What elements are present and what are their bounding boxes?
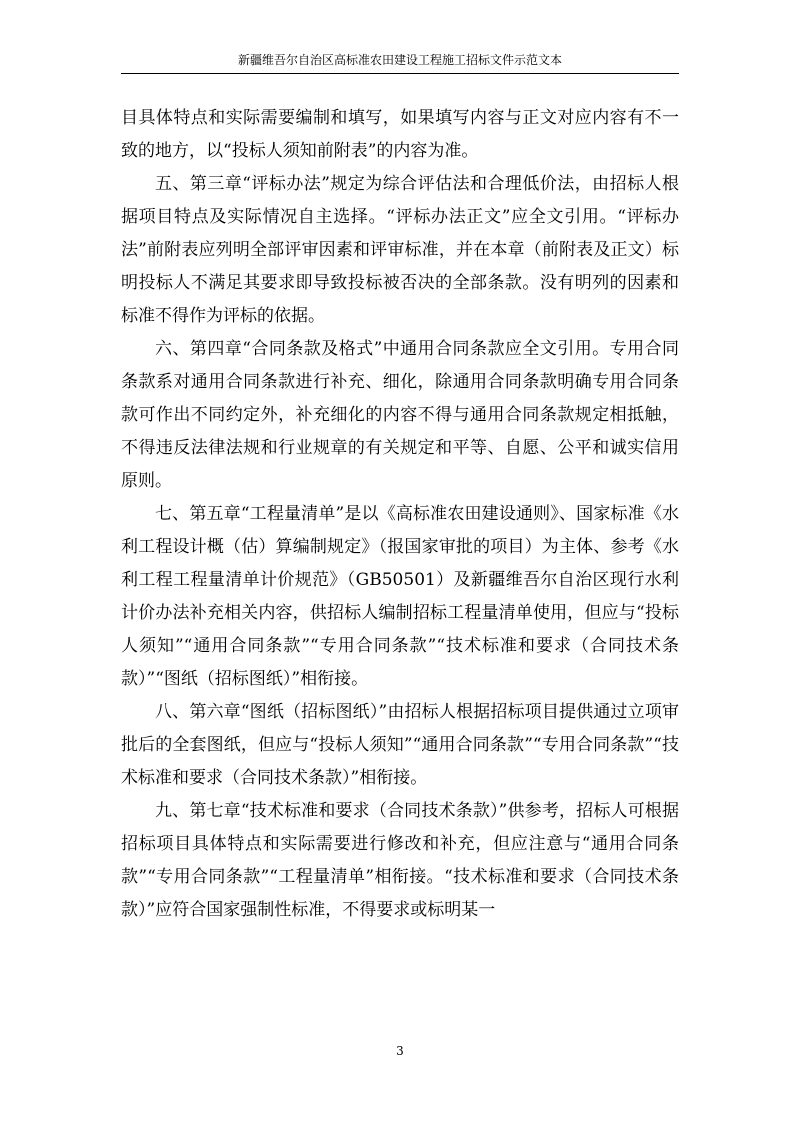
paragraph-chapter-3: 五、第三章“评标办法”规定为综合评估法和合理低价法，由招标人根据项目特点及实际情况自主选择。“评标办法正文”应全文引用。“评标办法”前附表应列明全部评审因素和评审标准，并在本章（前附表及正文）标明投标人不满足其要求即导致投标被否决的全部条款。没有明列的因素和标准不得作为评标的依据。 — [121, 174, 679, 326]
paragraph-chapter-6: 八、第六章“图纸（招标图纸）”由招标人根据招标项目提供通过立项审批后的全套图纸，但应与“投标人须知”“通用合同条款”“专用合同条款”“技术标准和要求（合同技术条款）”相衔接。 — [121, 702, 679, 788]
page-body — [121, 102, 679, 927]
header-rule — [121, 73, 679, 74]
page-header: 新疆维吾尔自治区高标准农田建设工程施工招标文件示范文本 — [237, 53, 562, 67]
paragraph-chapter-4: 六、第四章“合同条款及格式”中通用合同条款应全文引用。专用合同条款系对通用合同条款进行补充、细化，除通用合同条款明确专用合同条款可作出不同约定外，补充细化的内容不得与通用合同条款规定相抵触，不得违反法律法规和行业规章的有关规定和平等、自愿、公平和诚实信用原则。 — [121, 339, 679, 491]
paragraph-chapter-7: 九、第七章“技术标准和要求（合同技术条款）”供参考，招标人可根据招标项目具体特点和实际需要进行修改和补充，但应注意与“通用合同条款”“专用合同条款”“工程量清单”相衔接。“技术标准和要求（合同技术条款）”应符合国家强制性标准，不得要求或标明某一 — [121, 801, 679, 920]
paragraph-continued: 目具体特点和实际需要编制和填写，如果填写内容与正文对应内容有不一致的地方，以“投标人须知前附表”的内容为准。 — [121, 108, 679, 161]
page-number: 3 — [396, 1044, 404, 1058]
paragraph-chapter-5: 七、第五章“工程量清单”是以《高标准农田建设通则》、国家标准《水利工程设计概（估）算编制规定》（报国家审批的项目）为主体、参考《水利工程工程量清单计价规范》（GB50501）及新疆维吾尔自治区现行水利计价办法补充相关内容，供招标人编制招标工程量清单使用，但应与“投标人须知”“通用合同条款”“专用合同条款”“技术标准和要求（合同技术条款）”“图纸（招标图纸）”相衔接。 — [121, 504, 679, 689]
